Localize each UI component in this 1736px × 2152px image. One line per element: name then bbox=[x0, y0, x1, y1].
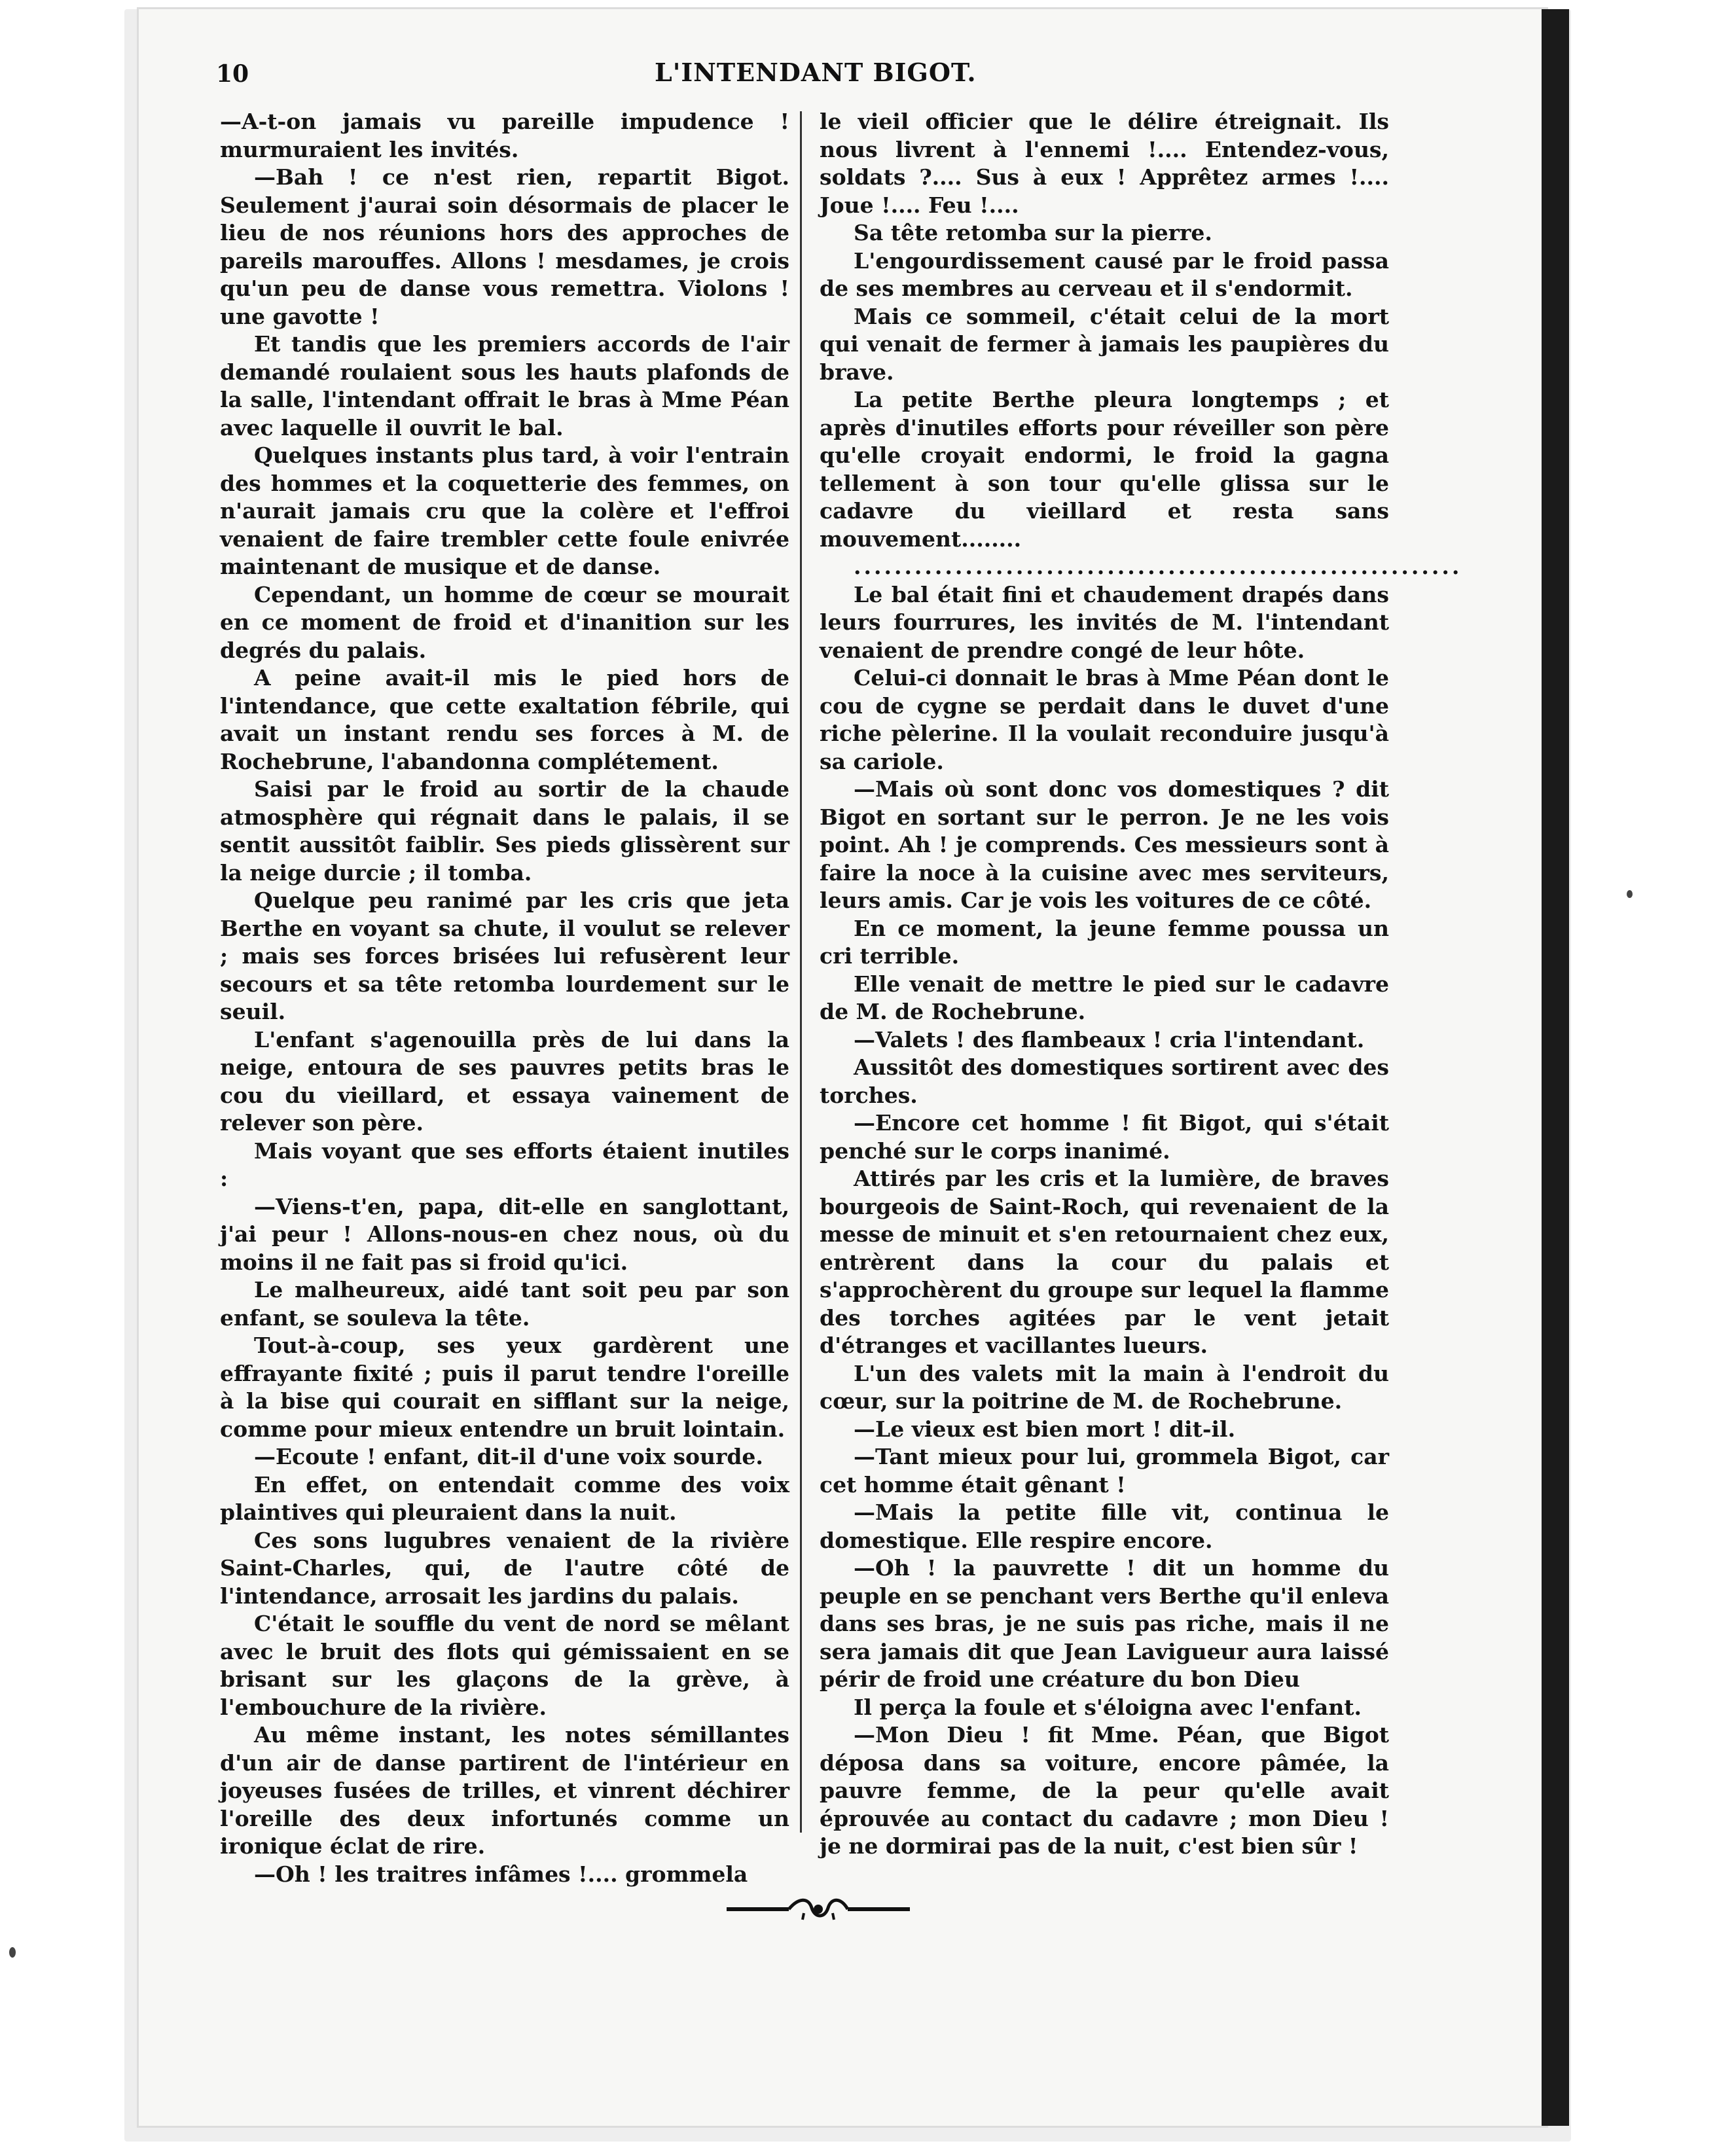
paragraph: En effet, on entendait comme des voix plaintives qui pleuraient dans la nuit. bbox=[220, 1471, 789, 1525]
page-number: 10 bbox=[216, 60, 249, 88]
paragraph: La petite Berthe pleura longtemps ; et après d'inutiles efforts pour réveiller son père qu'elle croyait endormi, le froid la gagna tellement à son tour qu'elle glissa sur le cadavre du vieillard et resta sans mouvement........ bbox=[820, 387, 1389, 552]
paragraph: L'enfant s'agenouilla près de lui dans la neige, entoura de ses pauvres petits bras le cou du vieillard, et essaya vainement de relever son père. bbox=[220, 1026, 789, 1136]
scan-speck bbox=[9, 1947, 16, 1958]
paragraph: —A-t-on jamais vu pareille impudence ! murmuraient les invités. bbox=[220, 109, 789, 162]
paragraph: Quelque peu ranimé par les cris que jeta Berthe en voyant sa chute, il voulut se relever ; mais ses forces brisées lui refusèrent leur secours et sa tête retomba lourdement sur le seuil. bbox=[220, 888, 789, 1024]
paragraph: —Viens-t'en, papa, dit-elle en sanglottant, j'ai peur ! Allons-nous-en chez nous, où du moins il ne fait pas si froid qu'ici. bbox=[220, 1193, 789, 1275]
paragraph: le vieil officier que le délire étreignait. Ils nous livrent à l'ennemi !.... Entendez-vous, soldats ?.... Sus à eux ! Apprêtez armes !.... Joue !.... Feu !.... bbox=[820, 109, 1389, 218]
right-column bbox=[820, 108, 1462, 1861]
paragraph: Sa tête retomba sur la pierre. bbox=[854, 220, 1212, 245]
paragraph: En ce moment, la jeune femme poussa un cri terrible. bbox=[820, 915, 1389, 969]
paragraph: Attirés par les cris et la lumière, de braves bourgeois de Saint-Roch, qui revenaient de la messe de minuit et s'en retournaient chez eux, entrèrent dans la cour du palais et s'approchèrent du groupe sur lequel la flamme des torches agitées par le vent jetait d'étranges et vacillantes lueurs. bbox=[820, 1166, 1389, 1358]
paragraph: Celui-ci donnait le bras à Mme Péan dont le cou de cygne se perdait dans le duvet d'une riche pèlerine. Il la voulait reconduire jusqu'à sa cariole. bbox=[820, 665, 1389, 774]
paragraph: —Oh ! les traitres infâmes !.... grommela bbox=[254, 1861, 748, 1887]
paragraph: Et tandis que les premiers accords de l'air demandé roulaient sous les hauts plafonds de la salle, l'intendant offrait le bras à Mme Péan avec laquelle il ouvrit le bal. bbox=[220, 331, 789, 440]
ellipsis-break: ............................................................ bbox=[854, 554, 1462, 579]
paragraph: —Tant mieux pour lui, grommela Bigot, car cet homme était gênant ! bbox=[820, 1444, 1389, 1497]
column-rule bbox=[800, 111, 802, 1833]
paragraph: Mais voyant que ses efforts étaient inutiles : bbox=[220, 1138, 789, 1191]
paragraph: L'un des valets mit la main à l'endroit du cœur, sur la poitrine de M. de Rochebrune. bbox=[820, 1360, 1389, 1414]
paragraph: Ces sons lugubres venaient de la rivière Saint-Charles, qui, de l'autre côté de l'intendance, arrosait les jardins du palais. bbox=[220, 1527, 789, 1609]
left-column bbox=[220, 108, 789, 1888]
paragraph: —Mais où sont donc vos domestiques ? dit Bigot en sortant sur le perron. Je ne les vois point. Ah ! je comprends. Ces messieurs sont à faire la noce à la cuisine avec mes serviteurs, leurs amis. Car je vois les voitures de ce côté. bbox=[820, 776, 1389, 913]
paragraph: Quelques instants plus tard, à voir l'entrain des hommes et la coquetterie des femmes, on n'aurait jamais cru que la colère et l'effroi venaient de faire trembler cette foule enivrée maintenant de musique et de danse. bbox=[220, 442, 789, 579]
paragraph: Le bal était fini et chaudement drapés dans leurs fourrures, les invités de M. l'intendant venaient de prendre congé de leur hôte. bbox=[820, 581, 1389, 663]
paragraph: Il perça la foule et s'éloigna avec l'enfant. bbox=[854, 1694, 1362, 1720]
page-binding-shadow bbox=[1542, 9, 1569, 2126]
paragraph: C'était le souffle du vent de nord se mêlant avec le bruit des flots qui gémissaient en se brisant sur les glaçons de la grève, à l'embouchure de la rivière. bbox=[220, 1611, 789, 1720]
paragraph: Elle venait de mettre le pied sur le cadavre de M. de Rochebrune. bbox=[820, 971, 1389, 1024]
scan-speck bbox=[1627, 890, 1633, 898]
paragraph: —Encore cet homme ! fit Bigot, qui s'était penché sur le corps inanimé. bbox=[820, 1110, 1389, 1164]
paragraph: —Mais la petite fille vit, continua le domestique. Elle respire encore. bbox=[820, 1499, 1389, 1553]
paragraph: —Valets ! des flambeaux ! cria l'intendant. bbox=[854, 1026, 1365, 1052]
paragraph: Tout-à-coup, ses yeux gardèrent une effrayante fixité ; puis il parut tendre l'oreille à la bise qui courait en sifflant sur la neige, comme pour mieux entendre un bruit lointain. bbox=[220, 1333, 789, 1442]
paragraph: —Le vieux est bien mort ! dit-il. bbox=[854, 1416, 1236, 1442]
paragraph: —Bah ! ce n'est rien, repartit Bigot. Seulement j'aurai soin désormais de placer le lieu de nos réunions hors des approches de pareils marouffes. Allons ! mesdames, je crois qu'un peu de danse vous remettra. Violons ! une gavotte ! bbox=[220, 164, 789, 329]
paragraph: Aussitôt des domestiques sortirent avec des torches. bbox=[820, 1054, 1389, 1108]
paragraph: Au même instant, les notes sémillantes d'un air de danse partirent de l'intérieur en joyeuses fusées de trilles, et vinrent déchirer l'oreille des deux infortunés comme un ironique éclat de rire. bbox=[220, 1722, 789, 1859]
paragraph: L'engourdissement causé par le froid passa de ses membres au cerveau et il s'endormit. bbox=[820, 247, 1389, 301]
paragraph: Le malheureux, aidé tant soit peu par son enfant, se souleva la tête. bbox=[220, 1277, 789, 1331]
paragraph: Saisi par le froid au sortir de la chaude atmosphère qui régnait dans le palais, il se sentit aussitôt faiblir. Ses pieds glissèrent sur la neige durcie ; il tomba. bbox=[220, 776, 789, 886]
paragraph: —Mon Dieu ! fit Mme. Péan, que Bigot déposa dans sa voiture, encore pâmée, la pauvre femme, de la peur qu'elle avait éprouvée au contact du cadavre ; mon Dieu ! je ne dormirai pas de la nuit, c'est bien sûr ! bbox=[820, 1722, 1389, 1859]
paragraph: Mais ce sommeil, c'était celui de la mort qui venait de fermer à jamais les paupières du brave. bbox=[820, 303, 1389, 385]
paragraph: A peine avait-il mis le pied hors de l'intendance, que cette exaltation fébrile, qui avait un instant rendu ses forces à M. de Rochebrune, l'abandonna complétement. bbox=[220, 665, 789, 774]
paragraph: —Oh ! la pauvrette ! dit un homme du peuple en se penchant vers Berthe qu'il enleva dans ses bras, je ne suis pas riche, mais il ne sera jamais dit que Jean Lavigueur aura laissé périr de froid une créature du bon Dieu bbox=[820, 1555, 1389, 1692]
tailpiece-flourish-icon bbox=[727, 1888, 910, 1928]
paragraph: —Ecoute ! enfant, dit-il d'une voix sourde. bbox=[254, 1444, 763, 1469]
running-title: L'INTENDANT BIGOT. bbox=[655, 58, 977, 87]
paragraph: Cependant, un homme de cœur se mourait en ce moment de froid et d'inanition sur les degrés du palais. bbox=[220, 581, 789, 663]
